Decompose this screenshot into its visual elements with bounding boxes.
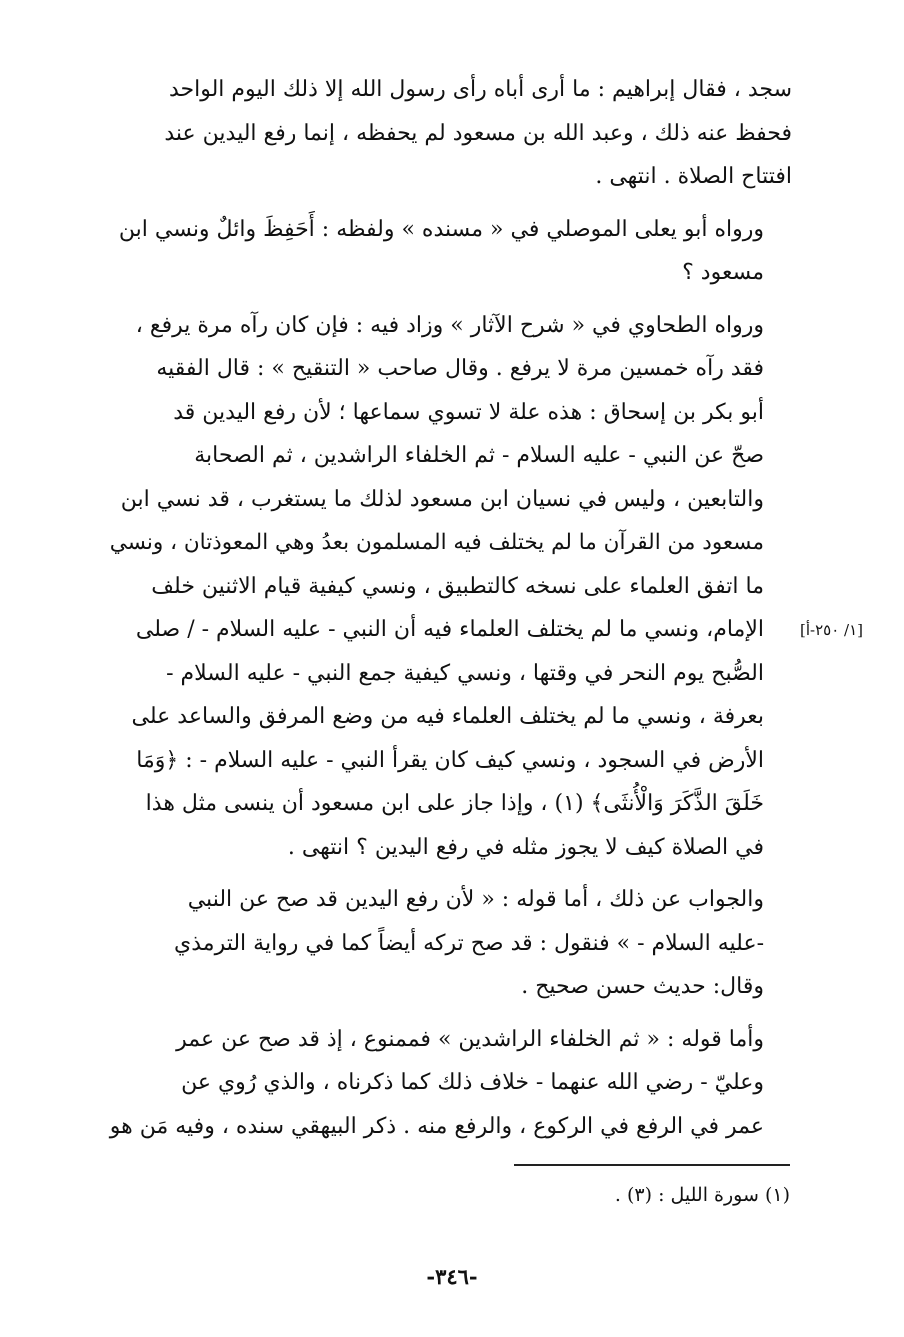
text-line: ورواه أبو يعلى الموصلي في « مسنده » ولفظه : أَحَفِظَ وائلٌ ونسي ابن (118, 216, 764, 242)
text-line: والتابعين ، وليس في نسيان ابن مسعود لذلك ما يستغرب ، قد نسي ابن (120, 486, 764, 512)
text-line: وقال: حديث حسن صحيح . (521, 974, 764, 999)
text-line: ورواه الطحاوي في « شرح الآثار » وزاد فيه : فإن كان رآه مرة يرفع ، (135, 312, 764, 338)
main-text (100, 68, 792, 1157)
text-line: -عليه السلام - » فنقول : قد صح تركه أيضاً كما في رواية الترمذي (174, 930, 764, 956)
text-line: سجد ، فقال إبراهيم : ما أرى أباه رأى رسول الله إلا ذلك اليوم الواحد (168, 77, 792, 102)
text-line: وأما قوله : « ثم الخلفاء الراشدين » فممنوع ، إذ قد صح عن عمر (176, 1026, 764, 1052)
text-line: عمر في الرفع في الركوع ، والرفع منه . ذكر البيهقي سنده ، وفيه مَن هو (109, 1113, 764, 1139)
text-line: الإمام، ونسي ما لم يختلف العلماء فيه أن النبي - عليه السلام - / صلى (135, 617, 764, 642)
text-line: الأرض في السجود ، ونسي كيف كان يقرأ النبي - عليه السلام - : ﴿وَمَا (136, 747, 764, 773)
text-line: ما اتفق العلماء على نسخه كالتطبيق ، ونسي كيفية قيام الاثنين خلف (151, 573, 764, 599)
text-line: فحفظ عنه ذلك ، وعبد الله بن مسعود لم يحفظه ، إنما رفع اليدين عند (164, 120, 792, 146)
text-line: بعرفة ، ونسي ما لم يختلف العلماء فيه من وضع المرفق والساعد على (131, 704, 764, 729)
text-line: مسعود ؟ (682, 260, 764, 285)
footnote-divider (514, 1164, 790, 1166)
paragraph-1 (100, 68, 792, 199)
text-line: الصُّبح يوم النحر في وقتها ، ونسي كيفية جمع النبي - عليه السلام - (166, 660, 764, 686)
page-number: -٣٤٦- (426, 1264, 478, 1289)
text-line: أبو بكر بن إسحاق : هذه علة لا تسوي سماعها ؛ لأن رفع اليدين قد (173, 399, 764, 425)
paragraph-3 (100, 304, 792, 870)
text-line: وعليّ - رضي الله عنهما - خلاف ذلك كما ذكرناه ، والذي رُوي عن (181, 1070, 764, 1095)
text-line: مسعود من القرآن ما لم يختلف فيه المسلمون بعدُ وهي المعوذتان ، ونسي (109, 530, 764, 555)
manuscript-folio-reference: [١/ ٢٥٠-أ] (800, 621, 864, 639)
paragraph-5 (100, 1018, 792, 1149)
text-line: فقد رآه خمسين مرة لا يرفع . وقال صاحب « التنقيح » : قال الفقيه (156, 356, 764, 381)
text-line: خَلَقَ الذَّكَرَ وَالْأُنثَى﴾ (١) ، وإذا جاز على ابن مسعود أن ينسى مثل هذا (145, 791, 764, 816)
text-line: صحّ عن النبي - عليه السلام - ثم الخلفاء الراشدين ، ثم الصحابة (194, 443, 764, 468)
text-line: في الصلاة كيف لا يجوز مثله في رفع اليدين ؟ انتهى . (287, 834, 764, 860)
footnote: (١) سورة الليل : (٣) . (614, 1184, 790, 1206)
paragraph-4 (100, 878, 792, 1009)
text-line: والجواب عن ذلك ، أما قوله : « لأن رفع اليدين قد صح عن النبي (187, 887, 764, 912)
text-line: افتتاح الصلاة . انتهى . (595, 164, 792, 189)
paragraph-2 (100, 208, 792, 295)
